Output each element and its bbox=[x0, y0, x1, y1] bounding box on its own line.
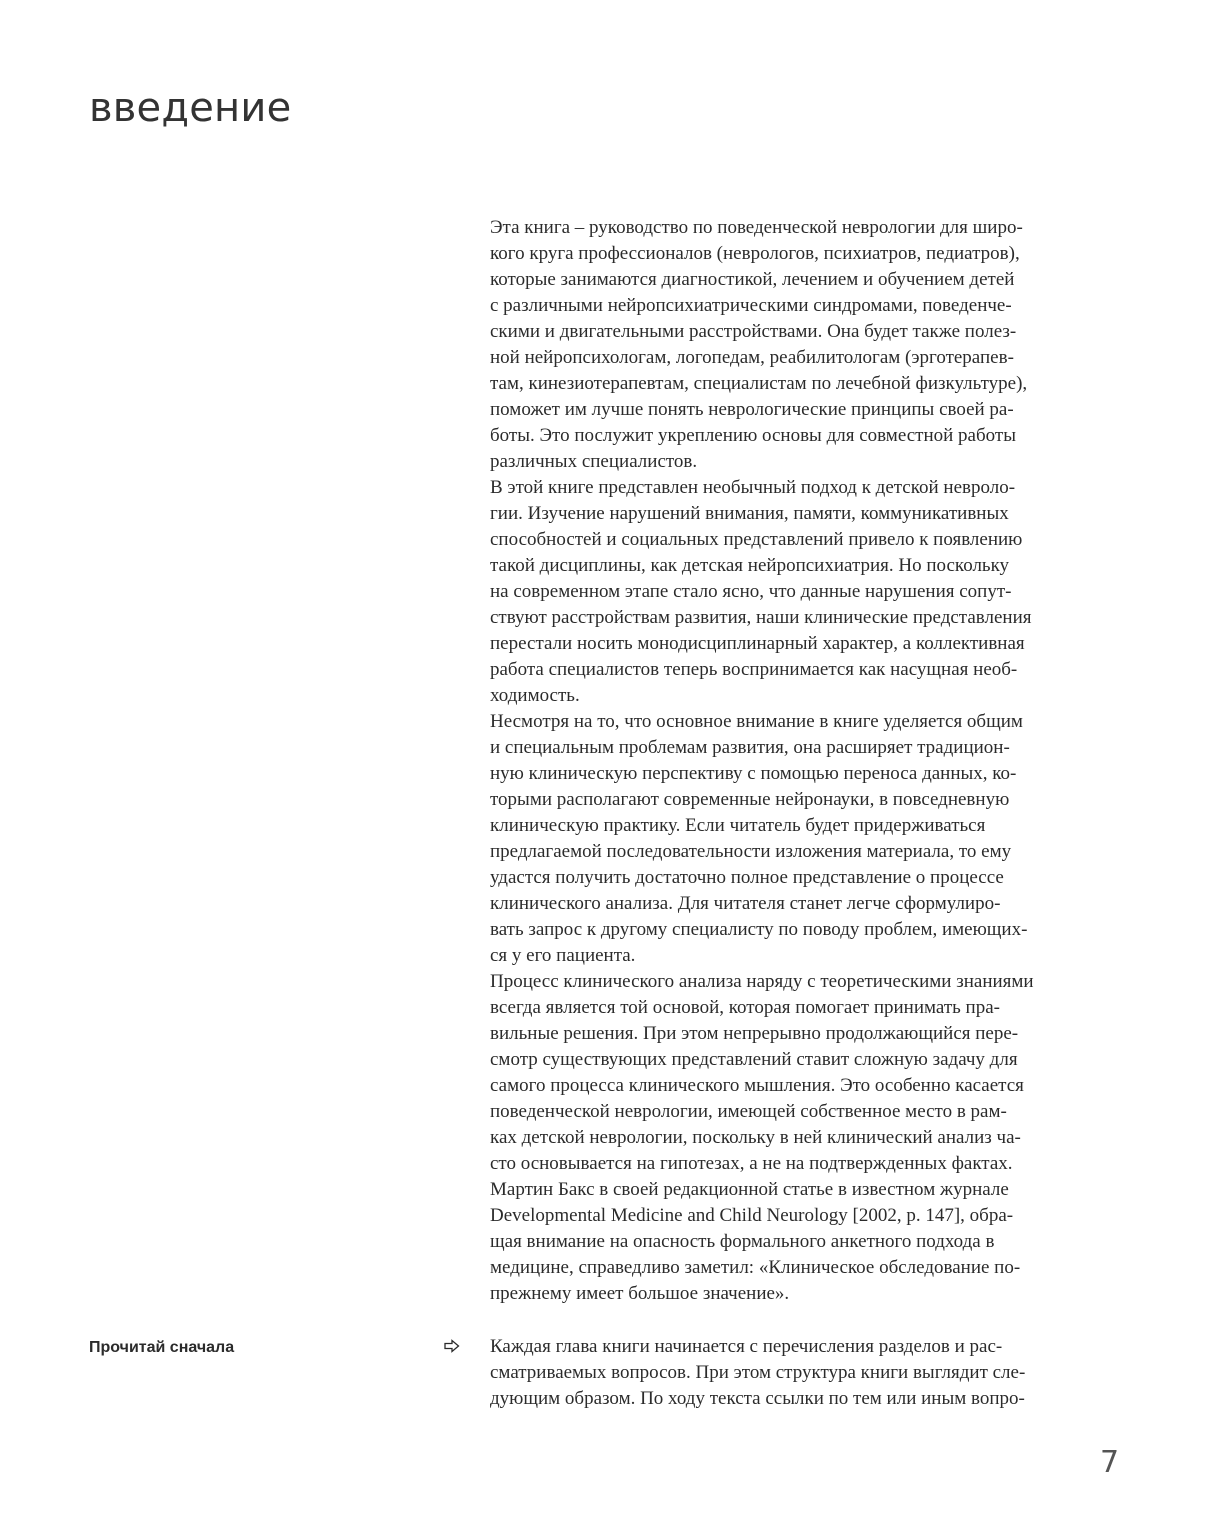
text-line: различных специалистов. bbox=[490, 451, 698, 472]
text-line: Каждая глава книги начинается с перечисления разделов и рас- bbox=[490, 1336, 1003, 1357]
text-line: Несмотря на то, что основное внимание в книге уделяется общим bbox=[490, 711, 1023, 732]
chapter-title: введение bbox=[89, 85, 292, 131]
text-line: Мартин Бакс в своей редакционной статье в известном журнале bbox=[490, 1179, 1009, 1200]
page-number: 7 bbox=[1100, 1445, 1120, 1480]
text-line: скими и двигательными расстройствами. Она будет также полез- bbox=[490, 321, 1017, 342]
text-line: В этой книге представлен необычный подход к детской невроло- bbox=[490, 477, 1016, 498]
aside-text bbox=[490, 1334, 1130, 1412]
arrow-right-icon bbox=[443, 1337, 461, 1355]
text-line: перестали носить монодисциплинарный характер, а коллективная bbox=[490, 633, 1025, 654]
text-line: сто основывается на гипотезах, а не на подтвержденных фактах. bbox=[490, 1153, 1013, 1174]
text-line: ную клиническую перспективу с помощью переноса данных, ко- bbox=[490, 763, 1017, 784]
text-line: поможет им лучше понять неврологические принципы своей ра- bbox=[490, 399, 1014, 420]
text-line: ках детской неврологии, поскольку в ней клинический анализ ча- bbox=[490, 1127, 1021, 1148]
paragraph-2 bbox=[490, 475, 1130, 709]
text-line: клинического анализа. Для читателя станет легче сформулиро- bbox=[490, 893, 1001, 914]
text-line: щая внимание на опасность формального анкетного подхода в bbox=[490, 1231, 995, 1252]
main-text bbox=[490, 215, 1130, 1307]
text-line: ходимость. bbox=[490, 685, 580, 706]
paragraph-1 bbox=[490, 215, 1130, 475]
text-line: с различными нейропсихиатрическими синдромами, поведенче- bbox=[490, 295, 1012, 316]
aside-label: Прочитай сначала bbox=[89, 1339, 235, 1356]
text-line: всегда является той основой, которая помогает принимать пра- bbox=[490, 997, 1000, 1018]
text-line: клиническую практику. Если читатель будет придерживаться bbox=[490, 815, 986, 836]
text-line: работа специалистов теперь воспринимается как насущная необ- bbox=[490, 659, 1018, 680]
text-line: ствуют расстройствам развития, наши клинические представления bbox=[490, 607, 1032, 628]
text-line: ной нейропсихологам, логопедам, реабилитологам (эрготерапев- bbox=[490, 347, 1014, 368]
text-line: самого процесса клинического мышления. Это особенно касается bbox=[490, 1075, 1024, 1096]
text-line: ся у его пациента. bbox=[490, 945, 636, 966]
text-line: которые занимаются диагностикой, лечением и обучением детей bbox=[490, 269, 1015, 290]
text-line: Developmental Medicine and Child Neurology [2002, p. 147], обра- bbox=[490, 1205, 1014, 1226]
text-line: удастся получить достаточно полное представление о процессе bbox=[490, 867, 1004, 888]
text-line: боты. Это послужит укреплению основы для совместной работы bbox=[490, 425, 1016, 446]
text-line: поведенческой неврологии, имеющей собственное место в рам- bbox=[490, 1101, 1007, 1122]
text-line: дующим образом. По ходу текста ссылки по тем или иным вопро- bbox=[490, 1388, 1025, 1409]
paragraph-4 bbox=[490, 969, 1130, 1307]
text-line: такой дисциплины, как детская нейропсихиатрия. Но поскольку bbox=[490, 555, 1010, 576]
text-line: предлагаемой последовательности изложения материала, то ему bbox=[490, 841, 1012, 862]
text-line: смотр существующих представлений ставит сложную задачу для bbox=[490, 1049, 1018, 1070]
text-line: и специальным проблемам развития, она расширяет традицион- bbox=[490, 737, 1010, 758]
text-line: гии. Изучение нарушений внимания, памяти, коммуникативных bbox=[490, 503, 1009, 524]
text-line: Эта книга – руководство по поведенческой неврологии для широ- bbox=[490, 217, 1023, 238]
text-line: кого круга профессионалов (неврологов, психиатров, педиатров), bbox=[490, 243, 1020, 264]
text-line: торыми располагают современные нейронауки, в повседневную bbox=[490, 789, 1010, 810]
text-line: способностей и социальных представлений привело к появлению bbox=[490, 529, 1023, 550]
paragraph-3 bbox=[490, 709, 1130, 969]
text-line: медицине, справедливо заметил: «Клиническое обследование по- bbox=[490, 1257, 1021, 1278]
text-line: сматриваемых вопросов. При этом структура книги выглядит сле- bbox=[490, 1362, 1026, 1383]
text-line: на современном этапе стало ясно, что данные нарушения сопут- bbox=[490, 581, 1012, 602]
text-line: вильные решения. При этом непрерывно продолжающийся пере- bbox=[490, 1023, 1019, 1044]
text-line: Процесс клинического анализа наряду с теоретическими знаниями bbox=[490, 971, 1034, 992]
text-line: прежнему имеет большое значение». bbox=[490, 1283, 790, 1304]
text-line: там, кинезиотерапевтам, специалистам по лечебной физкультуре), bbox=[490, 373, 1028, 394]
text-line: вать запрос к другому специалисту по поводу проблем, имеющих- bbox=[490, 919, 1028, 940]
